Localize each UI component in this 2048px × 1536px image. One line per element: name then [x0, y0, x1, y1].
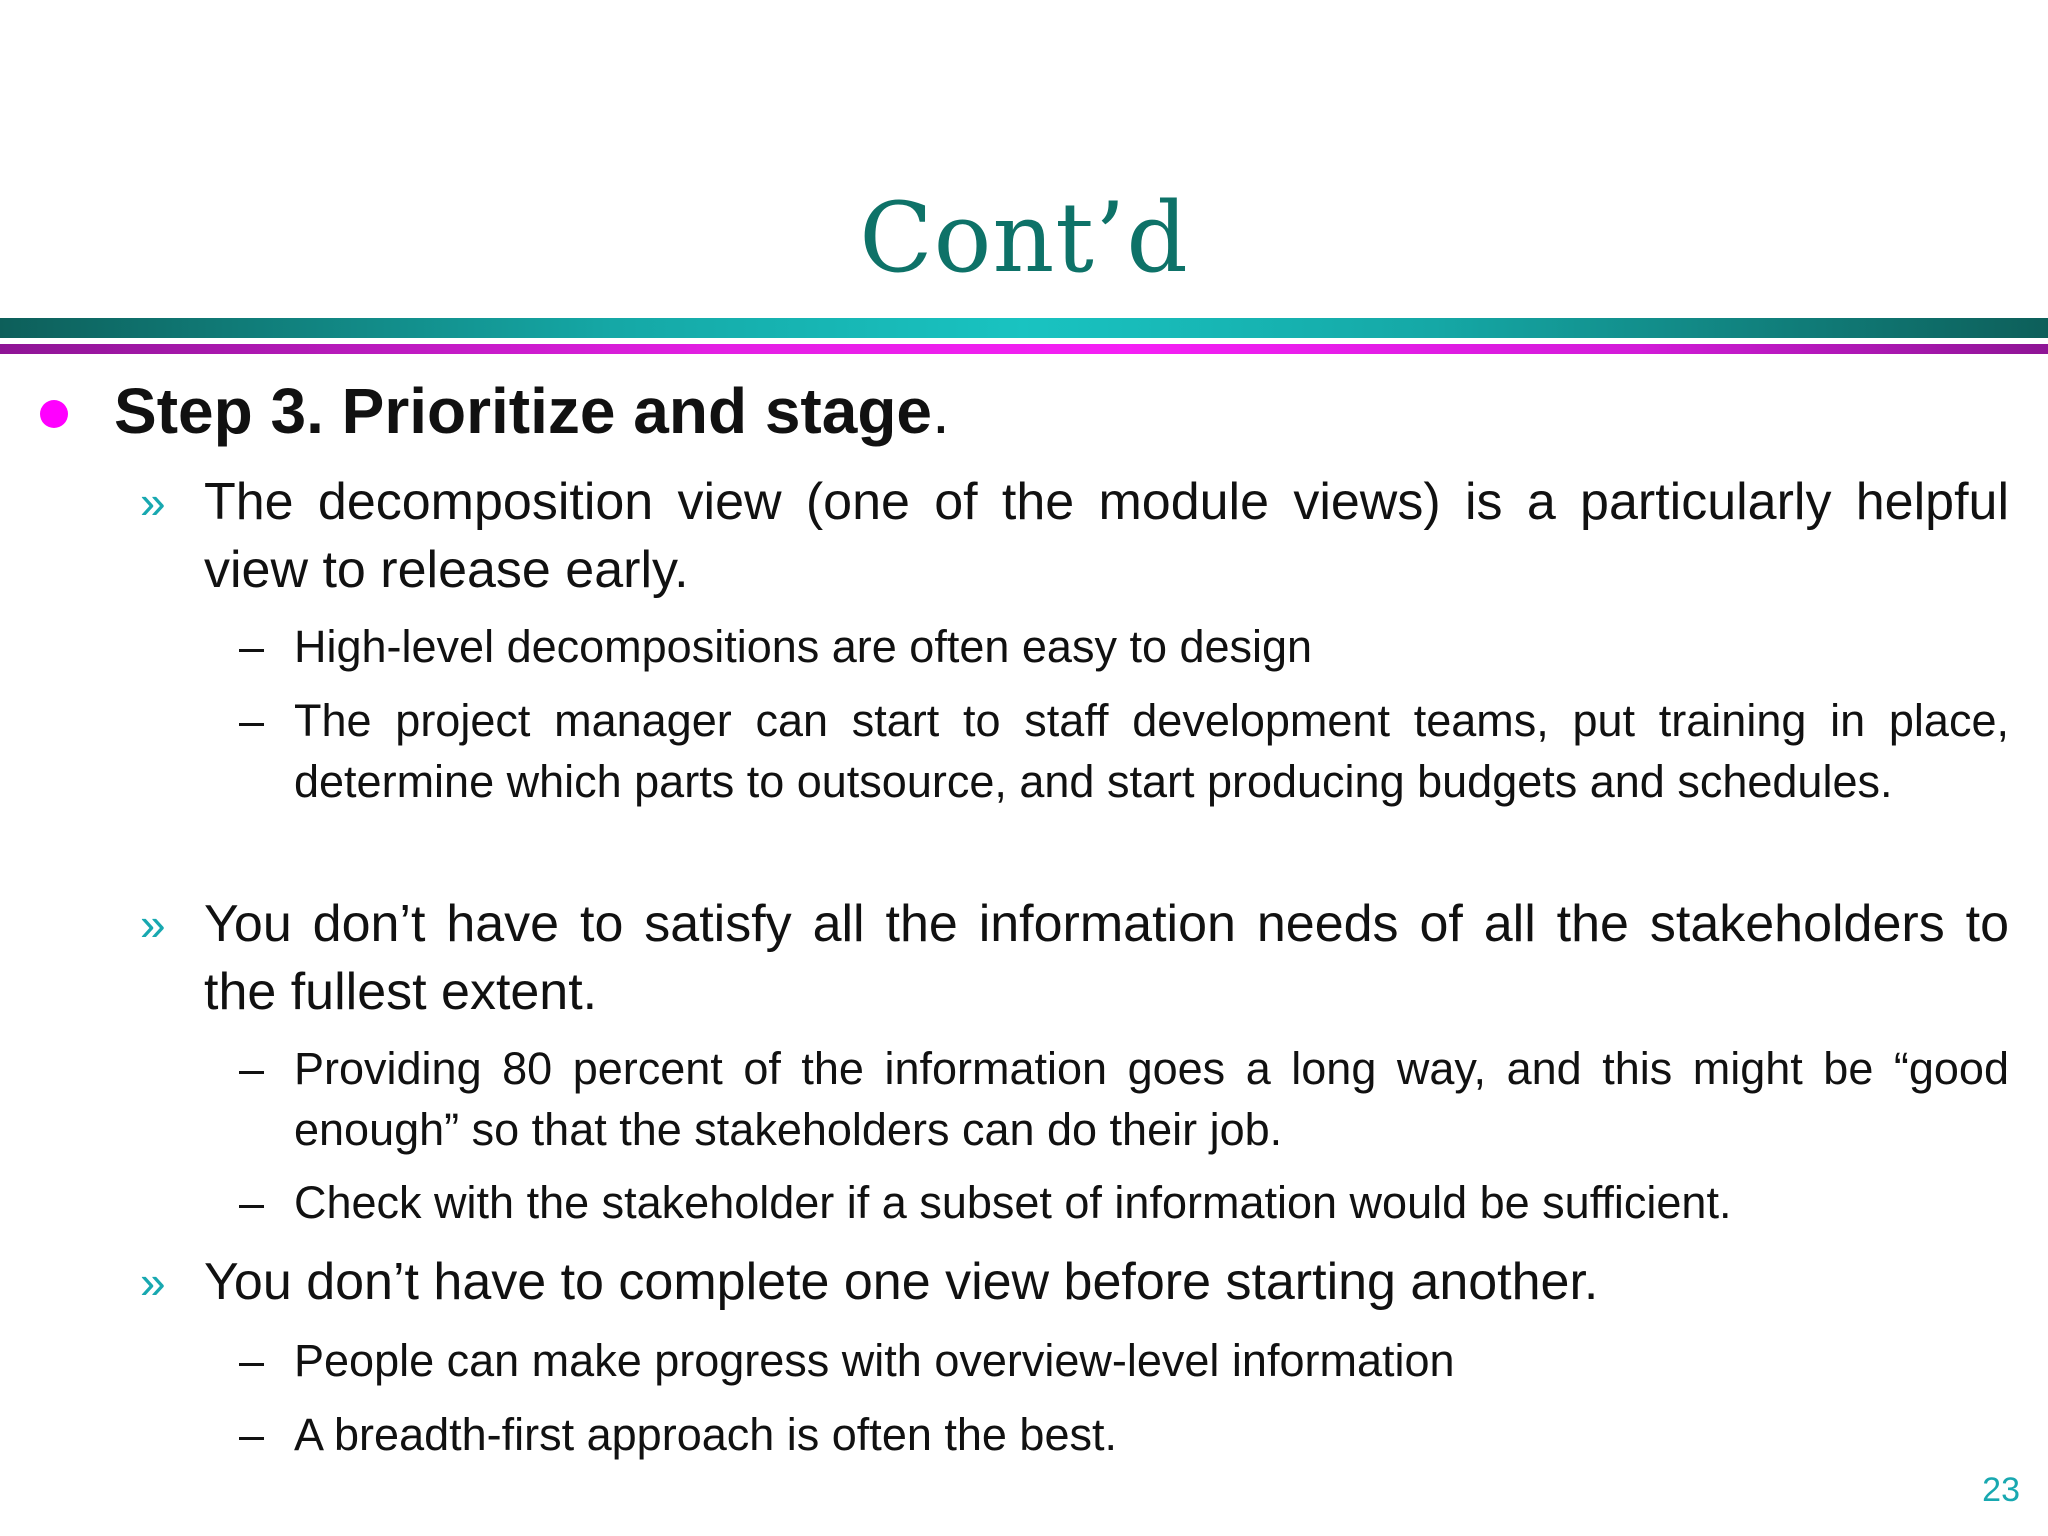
detail-item: Check with the stakeholder if a subset of information would be sufficient.: [294, 1177, 1732, 1228]
dash-bullet-icon: –: [239, 1043, 265, 1094]
subpoint-text: You don’t have to complete one view before starting another.: [204, 1253, 1599, 1311]
dash-bullet-icon: –: [239, 1335, 265, 1386]
raquo-bullet-icon: »: [140, 1256, 166, 1308]
dash-bullet-icon: –: [239, 1409, 265, 1460]
detail-item: People can make progress with overview-level information: [294, 1335, 1455, 1386]
dash-bullet-icon: –: [239, 621, 265, 672]
detail-item: High-level decompositions are often easy to design: [294, 621, 1313, 672]
main-bullet-label: Step 3. Prioritize and stage: [114, 375, 932, 447]
dash-bullet-icon: –: [239, 695, 265, 746]
detail-item: The project manager can start to staff development teams, put training in place, determine which parts to outsource, and start producing budgets and schedules.: [294, 695, 2009, 807]
subpoint-text: The decomposition view (one of the module views) is a particularly helpful view to release early.: [204, 473, 2009, 599]
main-bullet-suffix: .: [932, 375, 950, 447]
slide-title: Cont’d: [859, 182, 1189, 294]
detail-item: A breadth-first approach is often the best.: [294, 1409, 1117, 1460]
subpoint-text: You don’t have to satisfy all the information needs of all the stakeholders to the fullest extent.: [204, 895, 2009, 1021]
raquo-bullet-icon: »: [140, 476, 166, 528]
main-bullet: [114, 372, 2014, 450]
detail-item: Providing 80 percent of the information goes a long way, and this might be “good enough” so that the stakeholders can do their job.: [294, 1043, 2009, 1155]
page-number: 23: [1982, 1471, 2020, 1509]
raquo-bullet-icon: »: [140, 898, 166, 950]
bullet-dot-icon: [40, 400, 68, 428]
dash-bullet-icon: –: [239, 1177, 265, 1228]
